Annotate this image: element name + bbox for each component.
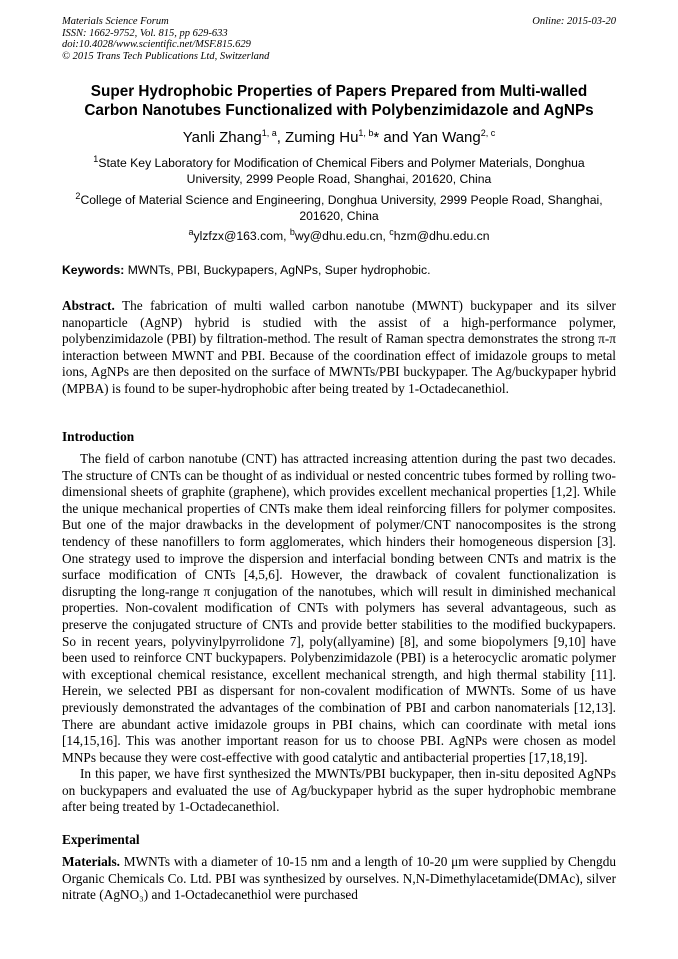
materials-label: Materials. bbox=[62, 854, 120, 869]
paper-title bbox=[62, 82, 616, 120]
author-superscript: 1, b bbox=[358, 128, 374, 138]
author-superscript: 1, a bbox=[261, 128, 277, 138]
author-list bbox=[62, 129, 616, 147]
experimental-heading: Experimental bbox=[62, 832, 140, 847]
email-superscript: c bbox=[389, 226, 394, 237]
intro-paragraph: The field of carbon nanotube (CNT) has attracted increasing attention during the past two decades. The structure of CNTs can be thought of as individual or nested concentric tubes formed by rolling two-dimensional sheets of graphite (graphene), which provides excellent mechanical properties [1,2]. While the unique mechanical properties of CNTs make them ideal reinforcing fillers for polymer composites. But one of the major drawbacks in the development of polymer/CNT nanocomposites is the strong tendency of these nanofillers to form agglomerates, which hinders their homogeneous dispersion [3]. One strategy used to improve the dispersion and interfacial bonding between CNTs and matrix is the surface modification of CNTs [4,5,6]. However, the drawback of covalent functionalization is disrupting the long-range π conjugation of the nanotubes, which will result in diminished mechanical properties. Non-covalent modification of CNTs with polymers has several advantageous, such as preserve the conjugated structure of CNTs and provide better stabilities to the modified buckypapers. So in recent years, polyvinylpyrrolidone 7], poly(allyamine) [8], and some biopolymers [9,10] have been used to reinforce CNT buckypapers. Polybenzimidazole (PBI) is a heterocyclic aromatic polymer with exceptional chemical resistance, excellent mechanical strength, and high thermal stability [11]. Herein, we selected PBI as dispersant for non-covalent modification of MWNTs. Some of us have previously demonstrated the advantages of the combination of PBI and carbon nanomaterials [12,13]. There are abundant active imidazole groups in PBI chains, which can coordinate with metal ions [14,15,16]. This was another important reason for us to choose PBI. AgNPs were chosen as model MNPs because they were cost-effective with good catalytic and antibacterial properties [17,18,19]. bbox=[62, 451, 616, 765]
online-date: Online: 2015-03-20 bbox=[532, 16, 616, 27]
affiliation-1 bbox=[62, 155, 616, 187]
email-superscript: b bbox=[289, 226, 295, 237]
affiliation-text: 201620, China bbox=[299, 209, 379, 223]
abstract-label: Abstract. bbox=[62, 298, 115, 313]
affiliation-text: State Key Laboratory for Modification of Chemical Fibers and Polymer Materials, Donghua bbox=[98, 156, 585, 170]
email-address: hzm@dhu.edu.cn bbox=[393, 229, 490, 243]
author-superscript: 2, c bbox=[480, 128, 496, 138]
email-address: ylzfzx@163.com, bbox=[193, 229, 290, 243]
author-name: Yan Wang bbox=[412, 129, 481, 146]
email-address: wy@dhu.edu.cn, bbox=[294, 229, 390, 243]
author-name: Zuming Hu bbox=[285, 129, 359, 146]
introduction-heading: Introduction bbox=[62, 429, 135, 444]
keywords bbox=[62, 262, 616, 278]
materials-text: MWNTs with a diameter of 10-15 nm and a length of 10-20 μm were supplied by Chengdu Organic Chemicals Co. Ltd. PBI was synthesized by ourselves. N,N-Dimethylacetamide(DMAc), silver nitrate (AgNO₃) and 1-Octadecanethiol were purchased bbox=[62, 854, 616, 903]
journal-name: Materials Science Forum bbox=[62, 16, 169, 27]
intro-paragraph: In this paper, we have first synthesized the MWNTs/PBI buckypaper, then in-situ deposited AgNPs on buckypapers and evaluated the use of Ag/buckypaper hybrid as the super hydrophobic membrane after being treated by 1-Octadecanethiol. bbox=[62, 766, 616, 815]
affiliation-2 bbox=[62, 192, 616, 224]
email-superscript: a bbox=[188, 226, 194, 237]
email-line bbox=[62, 228, 616, 244]
abstract-text: The fabrication of multi walled carbon nanotube (MWNT) buckypaper and its silver nanoparticle (AgNP) hybrid is studied with the assist of a high-performance polymer, polybenzimidazole (PBI) by filtration-method. The result of Raman spectra demonstrates the strong π-π interaction between MWNT and PBI. Because of the coordination effect of imidazole groups to metal ions, AgNPs are then deposited on the surface of MWNTs/PBI buckypaper. The Ag/buckypaper hybrid (MPBA) is found to be super-hydrophobic after being treated by 1-Octadecanethiol. bbox=[62, 298, 616, 396]
affiliation-text: University, 2999 People Road, Shanghai, 201620, China bbox=[186, 172, 492, 186]
author-separator: , bbox=[276, 129, 286, 146]
corresponding-star: * bbox=[373, 129, 380, 146]
author-separator: and bbox=[379, 129, 413, 146]
introduction-body bbox=[62, 451, 616, 816]
issn-line: ISSN: 1662-9752, Vol. 815, pp 629-633 bbox=[62, 27, 228, 39]
abstract bbox=[62, 298, 616, 398]
journal-meta bbox=[62, 16, 269, 62]
title-line-2: Carbon Nanotubes Functionalized with Polybenzimidazole and AgNPs bbox=[84, 102, 594, 119]
keywords-label: Keywords: bbox=[62, 263, 125, 277]
keywords-text: MWNTs, PBI, Buckypapers, AgNPs, Super hydrophobic. bbox=[124, 263, 431, 277]
copyright-line: © 2015 Trans Tech Publications Ltd, Switzerland bbox=[62, 50, 270, 62]
title-line-1: Super Hydrophobic Properties of Papers Prepared from Multi-walled bbox=[90, 83, 588, 100]
author-name: Yanli Zhang bbox=[182, 129, 262, 146]
materials-paragraph bbox=[62, 854, 616, 904]
affiliation-superscript: 2 bbox=[75, 190, 81, 201]
affiliation-superscript: 1 bbox=[93, 153, 99, 164]
affiliation-text: College of Material Science and Engineering, Donghua University, 2999 People Road, Shanghai, bbox=[80, 193, 603, 207]
doi-line: doi:10.4028/www.scientific.net/MSF.815.629 bbox=[62, 39, 251, 50]
